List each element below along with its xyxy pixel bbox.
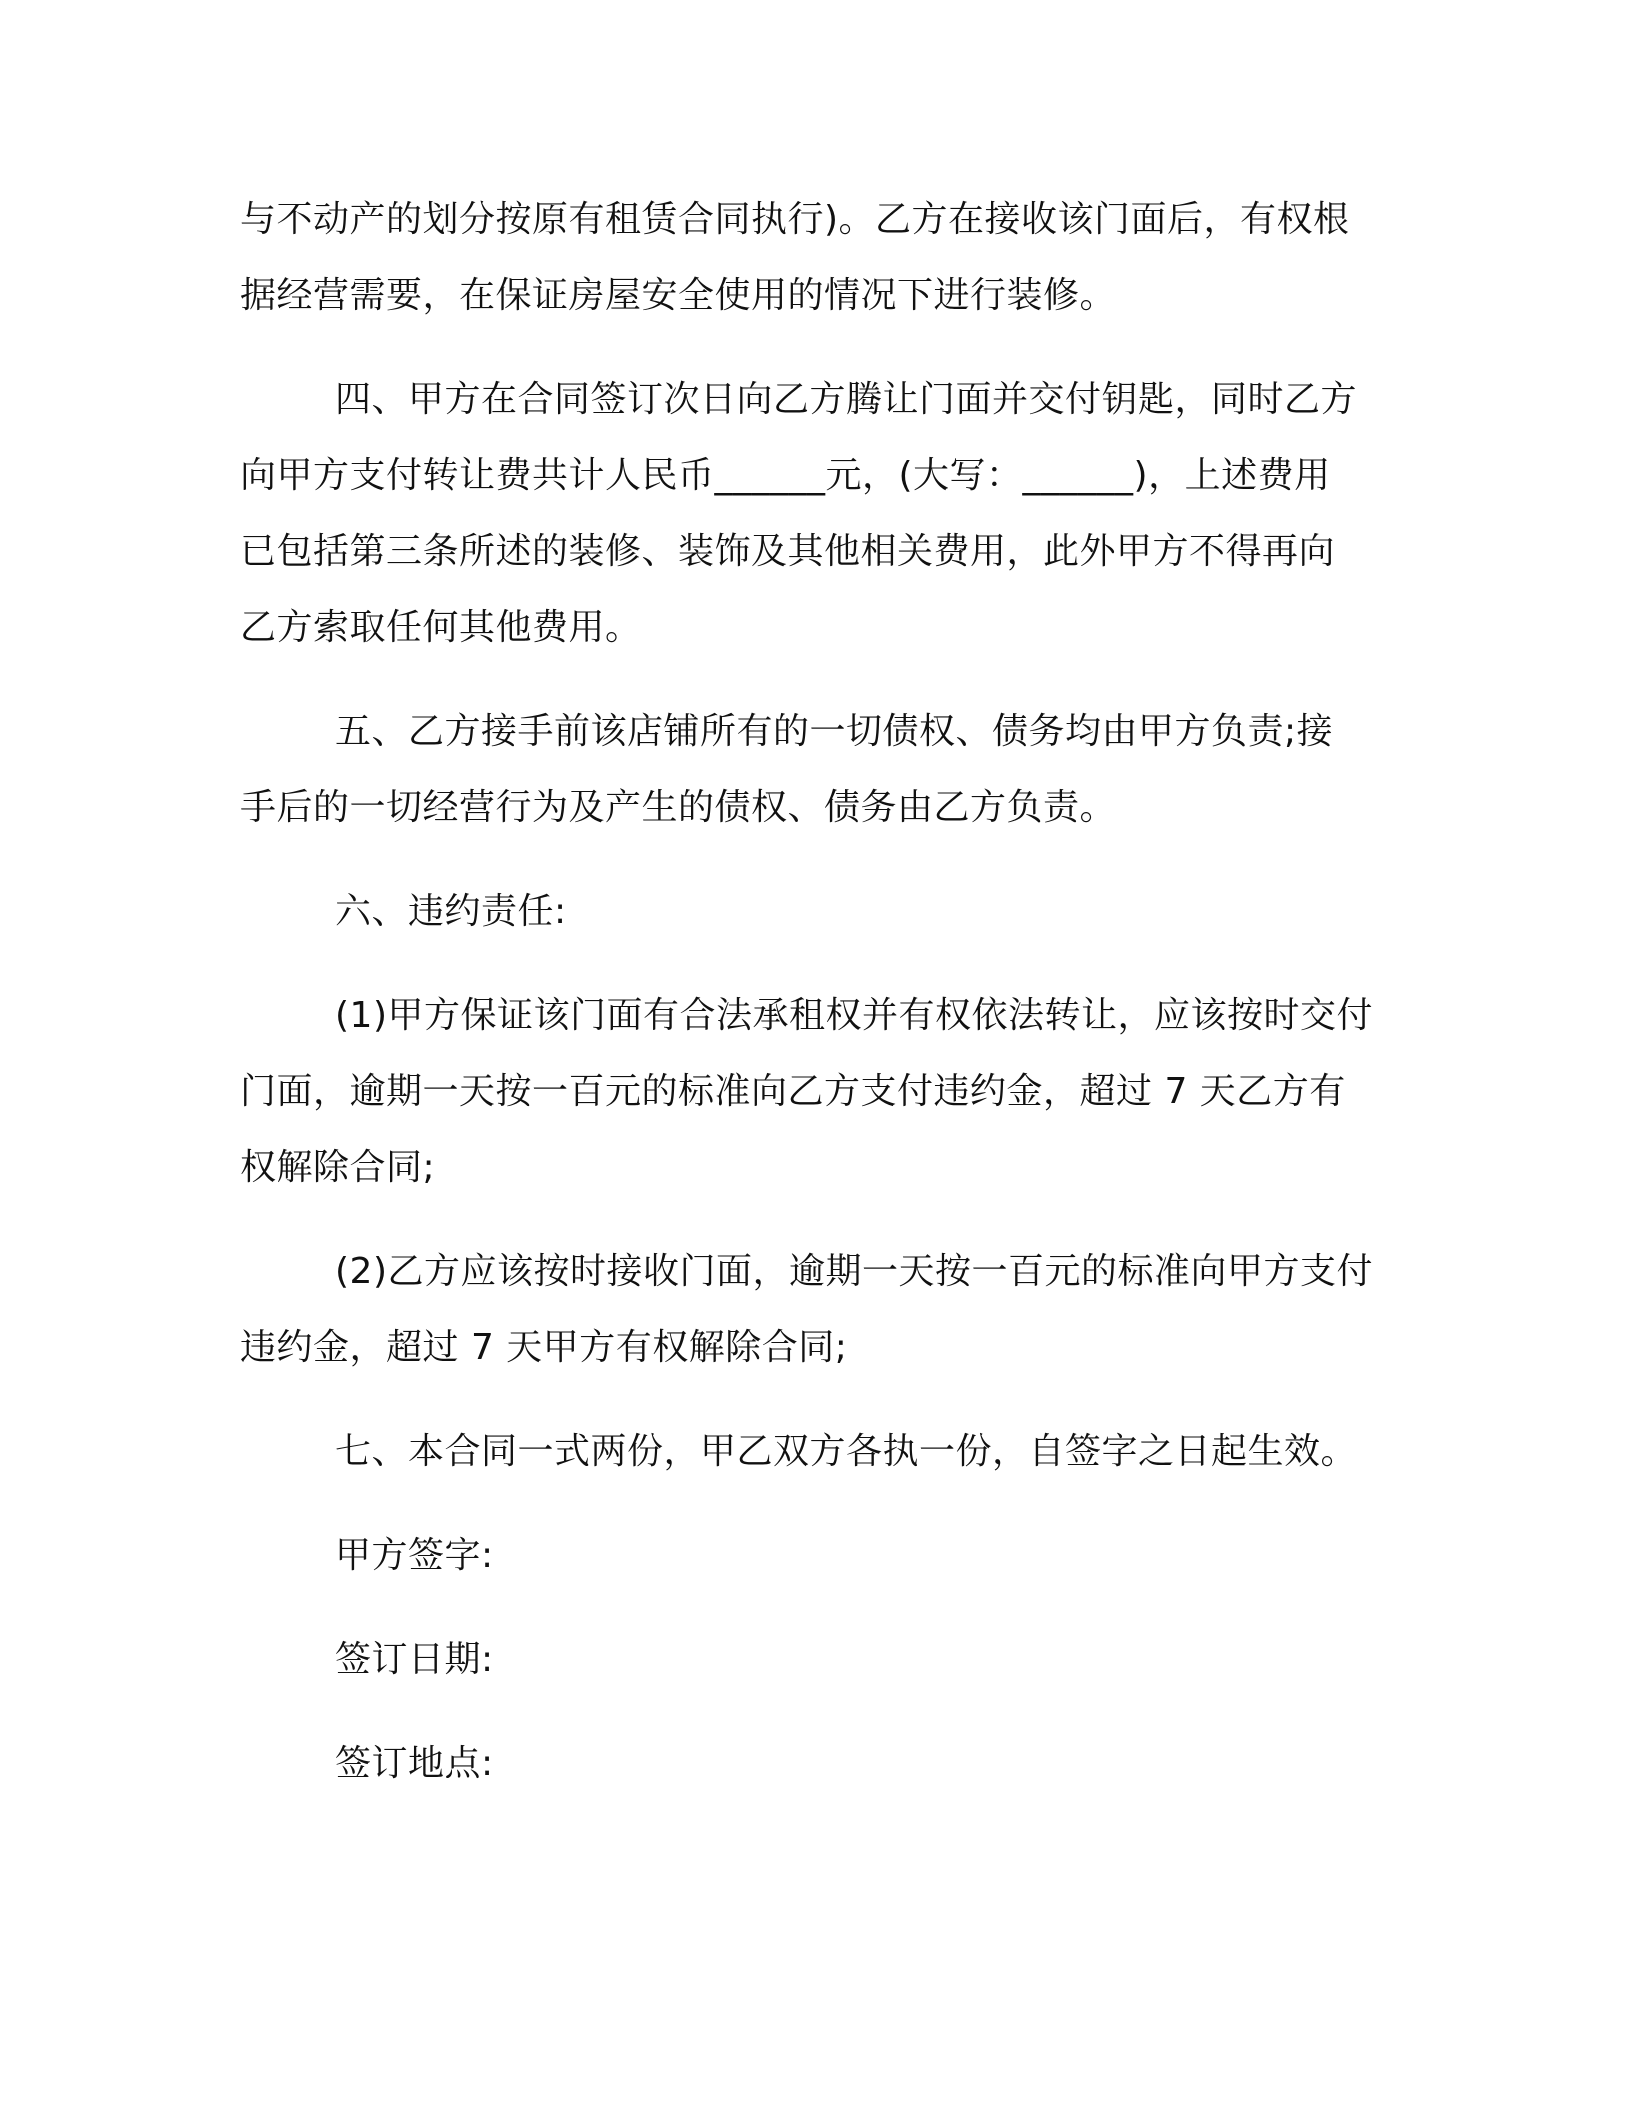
signing-place-label: 签订地点:: [335, 1743, 494, 1784]
clause-6-item-1-line-2: 门面，逾期一天按一百元的标准向乙方支付违约金，超过 7 天乙方有: [240, 1071, 1346, 1112]
clause-6-item-1-line-1: (1)甲方保证该门面有合法承租权并有权依法转让，应该按时交付: [335, 995, 1373, 1036]
clause-3-continuation-line-2: 据经营需要，在保证房屋安全使用的情况下进行装修。: [240, 275, 1117, 316]
clause-4-line-1: 四、甲方在合同签订次日向乙方腾让门面并交付钥匙，同时乙方: [335, 379, 1358, 420]
clause-6-item-2-line-2: 违约金，超过 7 天甲方有权解除合同;: [240, 1327, 848, 1368]
clause-7-line-1: 七、本合同一式两份，甲乙双方各执一份，自签字之日起生效。: [335, 1431, 1358, 1472]
clause-5-line-1: 五、乙方接手前该店铺所有的一切债权、债务均由甲方负责;接: [335, 711, 1334, 752]
clause-5-line-2: 手后的一切经营行为及产生的债权、债务由乙方负责。: [240, 787, 1117, 828]
signing-date-label: 签订日期:: [335, 1639, 494, 1680]
clause-4-line-3: 已包括第三条所述的装修、装饰及其他相关费用，此外甲方不得再向: [240, 531, 1336, 572]
clause-6-item-1-line-3: 权解除合同;: [240, 1147, 436, 1188]
party-a-signature-label: 甲方签字:: [335, 1535, 494, 1576]
clause-4-line-2: 向甲方支付转让费共计人民币______元，(大写：______)，上述费用: [240, 455, 1331, 496]
clause-6-item-2-line-1: (2)乙方应该按时接收门面，逾期一天按一百元的标准向甲方支付: [335, 1251, 1373, 1292]
clause-6-heading: 六、违约责任:: [335, 891, 567, 932]
clause-3-continuation-line-1: 与不动产的划分按原有租赁合同执行)。乙方在接收该门面后，有权根: [240, 199, 1350, 240]
clause-4-line-4: 乙方索取任何其他费用。: [240, 607, 642, 648]
